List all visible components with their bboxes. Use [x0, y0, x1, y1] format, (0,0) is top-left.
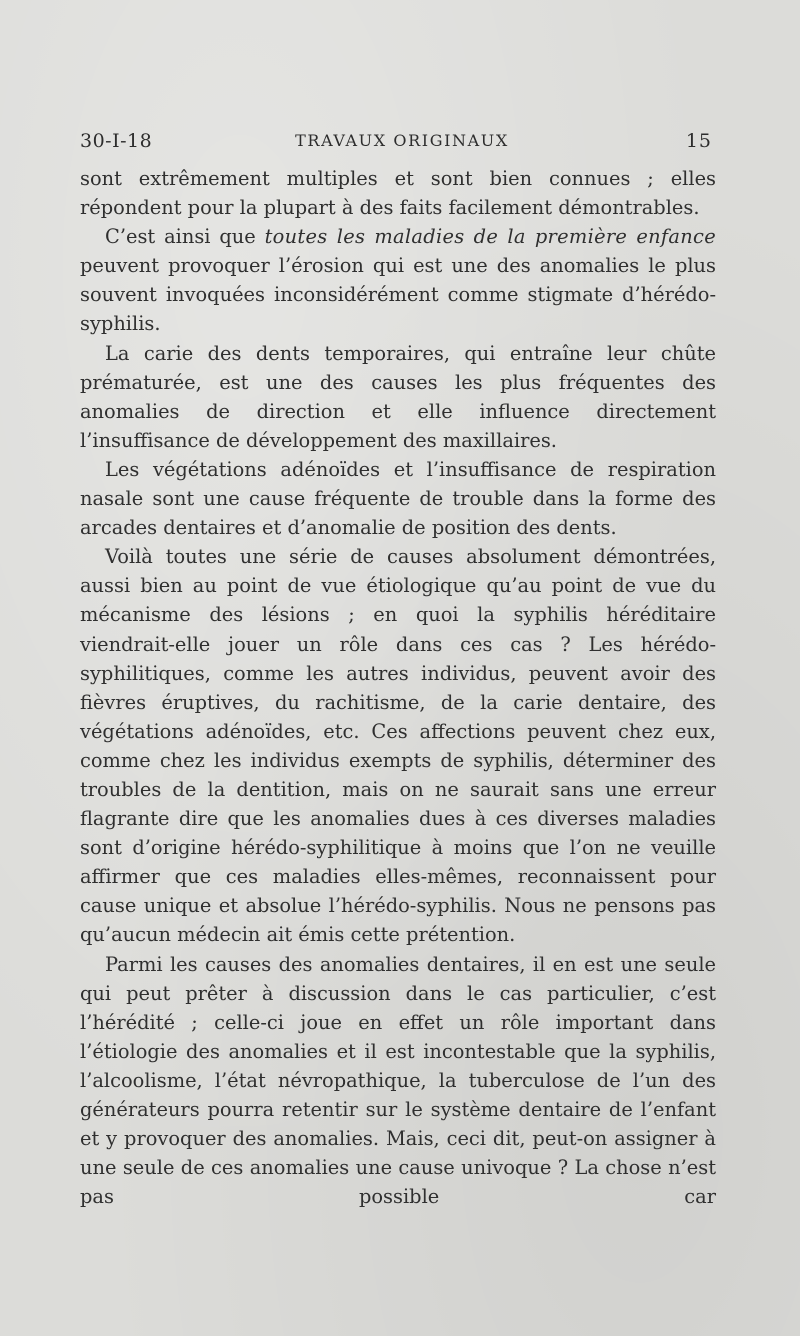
header-section-title: TRAVAUX ORIGINAUX — [295, 131, 509, 150]
paragraph-2-emphasis: toutes les maladies de la première enfance — [264, 225, 716, 249]
paragraph-3-text: La carie des dents temporaires, qui entraîne leur chûte prématurée, est une des causes les plus fréquentes des anomalies de direction et elle influence directement l’insuffisance de développement des maxillaires. — [80, 341, 716, 452]
running-head — [80, 130, 712, 158]
paragraph-5 — [80, 542, 716, 949]
paragraph-1-text: sont extrêmement multiples et sont bien connues ; elles répondent pour la plupart à des faits facilement démontrables. — [80, 167, 716, 220]
paragraph-4-text: Les végétations adénoïdes et l’insuffisance de respiration nasale sont une cause fréquente de trouble dans la forme des arcades dentaires et d’anomalie de position des dents. — [80, 457, 716, 540]
paragraph-3 — [80, 339, 716, 455]
paragraph-6-text: Parmi les causes des anomalies dentaires, il en est une seule qui peut prêter à discussion dans le cas particulier, c’est l’hérédité ; celle-ci joue en effet un rôle important dans l’étiologie des anomalies et il est incontestable que la syphilis, l’alcoolisme, l’état névropathique, la tuberculose de l’un des générateurs pourra retentir sur le système dentaire de l’enfant et y provoquer des anomalies. Mais, ceci dit, peut-on assigner à une seule de ces anomalies une cause univoque ? La chose n’est pas possible car — [80, 952, 716, 1209]
page-number: 15 — [685, 130, 712, 152]
paragraph-5-text: Voilà toutes une série de causes absolument démontrées, aussi bien au point de vue étiologique qu’au point de vue du mécanisme des lésions ; en quoi la syphilis héréditaire viendrait-elle jouer un rôle dans ces cas ? Les hérédo-syphilitiques, comme les autres individus, peuvent avoir des fièvres éruptives, du rachitisme, de la carie dentaire, des végétations adénoïdes, etc. Ces affections peuvent chez eux, comme chez les individus exempts de syphilis, déterminer des troubles de la dentition, mais on ne saurait sans une erreur flagrante dire que les anomalies dues à ces diverses maladies sont d’origine hérédo-syphilitique à moins que l’on ne veuille affirmer que ces maladies elles-mêmes, reconnaissent pour cause unique et absolue l’hérédo-syphilis. Nous ne pensons pas qu’aucun médecin ait émis cette prétention. — [80, 545, 716, 947]
paragraph-1 — [80, 164, 716, 222]
body-text — [80, 164, 716, 1211]
paragraph-2-text-start: C’est ainsi que — [105, 225, 265, 249]
paragraph-2 — [80, 222, 716, 338]
paragraph-4 — [80, 455, 716, 542]
paragraph-2-text-end: peuvent provoquer l’érosion qui est une des anomalies le plus souvent invoquées inconsidérément comme stigmate d’hérédo-syphilis. — [80, 254, 716, 336]
paragraph-6 — [80, 950, 716, 1212]
header-date: 30-I-18 — [80, 130, 153, 152]
